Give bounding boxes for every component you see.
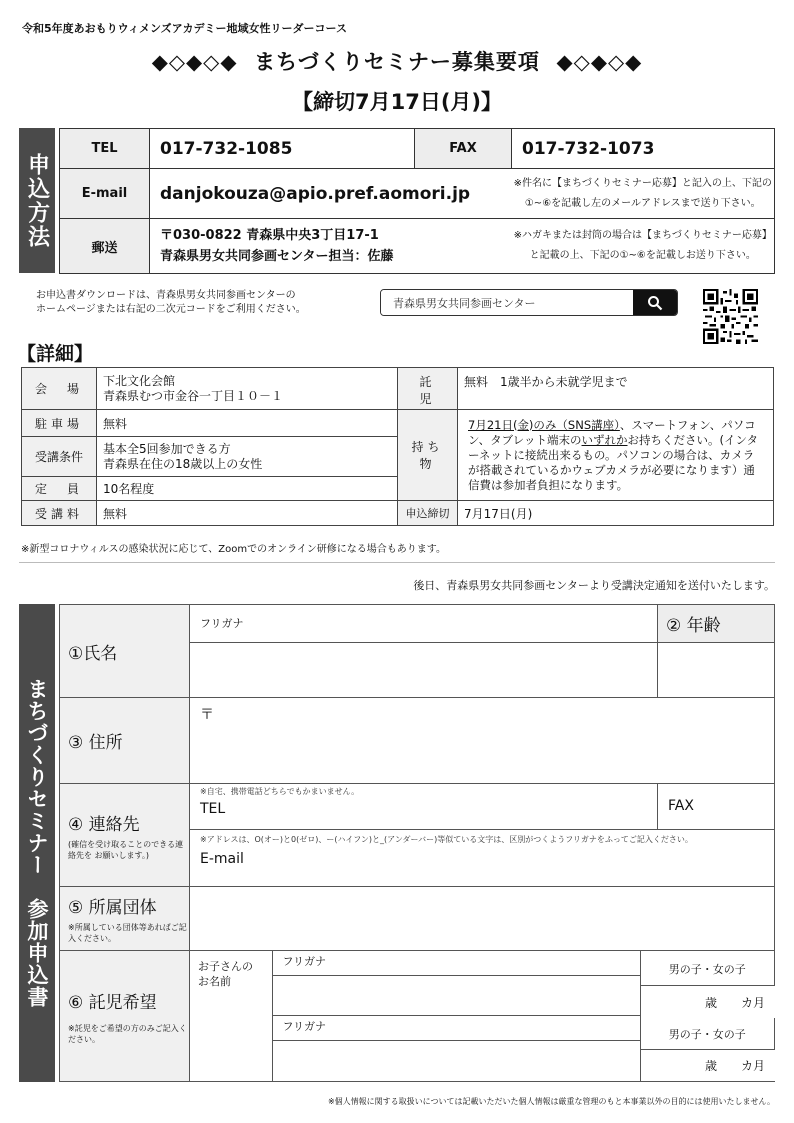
child2-name-field[interactable]	[272, 1040, 640, 1080]
mail-label: 郵送	[60, 219, 150, 274]
search-icon	[647, 295, 663, 311]
parking-label: 駐車場	[22, 410, 97, 437]
fee-label: 受講料	[22, 501, 97, 526]
covid-note: ※新型コロナウィルスの感染状況に応じて、Zoomでのオンライン研修になる場合もあります。	[21, 544, 447, 555]
capacity-value: 10名程度	[97, 477, 398, 501]
deadline-value: 7月17日(月)	[458, 501, 774, 526]
age-label: ② 年齢	[658, 605, 775, 643]
venue-value: 下北文化会館 青森県むつ市金谷一丁目１０－１	[97, 368, 398, 410]
contact-fax-field[interactable]: FAX	[658, 784, 775, 830]
child2-furigana-field[interactable]: フリガナ	[272, 1016, 640, 1040]
details-heading: 【詳細】	[17, 343, 94, 365]
form-side-label: まちづくりセミナー 参加申込書	[19, 604, 55, 1082]
condition-value: 基本全5回参加できる方 青森県在住の18歳以上の女性	[97, 437, 398, 477]
child1-furigana-field[interactable]: フリガナ	[272, 951, 640, 975]
parking-value: 無料	[97, 410, 398, 437]
details-table	[21, 367, 774, 526]
child-name-label: お子さんのお名前	[190, 951, 272, 1081]
search-button[interactable]	[633, 290, 677, 315]
search-input[interactable]	[381, 290, 633, 315]
childcare-value: 無料 1歳半から未就学児まで	[458, 368, 774, 410]
privacy-note: ※個人情報に関する取扱いについては記載いただいた個人情報は厳重な管理のもと本事業以外の目的には使用いたしません。	[327, 1097, 775, 1106]
contact-email-field[interactable]: ※アドレスは、O(オー)と0(ゼロ)、ー(ハイフン)と_(アンダーバー)等似ている文字は、区別がつくようフリガナをふってご記入ください。 E-mail	[190, 830, 775, 887]
child2-age-field[interactable]: 歳 カ月	[641, 1049, 775, 1081]
title-text: まちづくりセミナー募集要項	[254, 50, 540, 74]
email-label: E-mail	[60, 169, 150, 219]
org-field[interactable]	[190, 887, 775, 951]
postal-mark: 〒	[200, 707, 214, 723]
address-label: ③ 住所	[60, 698, 190, 784]
venue-label: 会 場	[22, 368, 97, 410]
contact-tel-field[interactable]: ※自宅、携帯電話どちらでもかまいません。 TEL	[190, 784, 658, 830]
mail-address: 〒030-0822 青森県中央3丁目17-1 青森県男女共同参画センター担当：佐藤	[150, 219, 512, 274]
child1-name-field[interactable]	[272, 975, 640, 1015]
apply-table	[59, 128, 775, 274]
name-label: ①氏名	[60, 605, 190, 698]
address-field[interactable]	[190, 698, 775, 784]
course-tag: 令和5年度あおもりウィメンズアカデミー地域女性リーダーコース	[22, 22, 348, 35]
deadline-label: 申込締切	[398, 501, 458, 526]
contact-label: ④ 連絡先 (確信を受け取ることのできる連絡先を お願いします。)	[60, 784, 190, 887]
capacity-label: 定 員	[22, 477, 97, 501]
fee-value: 無料	[97, 501, 398, 526]
name-field[interactable]	[190, 643, 658, 698]
search-box[interactable]	[380, 289, 678, 316]
deadline-banner: 【締切7月17日(月)】	[291, 90, 503, 114]
child1-gender[interactable]: 男の子・女の子	[640, 951, 774, 1016]
org-label: ⑤ 所属団体 ※所属している団体等あればご記入ください。	[60, 887, 190, 951]
childcare-label: 託 児	[398, 368, 458, 410]
child1-age-field[interactable]: 歳 カ月	[641, 985, 775, 1018]
childcare-request-label: ⑥ 託児希望 ※託児をご希望の方のみご記入ください。	[60, 951, 190, 1082]
email-value[interactable]: danjokouza@apio.pref.aomori.jp	[150, 169, 512, 219]
divider	[19, 562, 775, 563]
items-label: 持ち物	[398, 410, 458, 501]
apply-side-label: 申込方法	[19, 128, 55, 273]
title-deco-right: ◆◇◆◇◆	[556, 50, 643, 74]
notice-text: 後日、青森県男女共同参画センターより受講決定通知を送付いたします。	[413, 579, 775, 592]
age-field[interactable]	[658, 643, 775, 698]
page-title	[0, 46, 794, 76]
fax-label: FAX	[415, 129, 512, 169]
download-text: お申込書ダウンロードは、青森県男女共同参画センターの ホームページまたは右記の二次元コードをご利用ください。	[36, 290, 306, 315]
fax-value: 017-732-1073	[512, 129, 775, 169]
name-furigana-field[interactable]: フリガナ	[190, 605, 658, 643]
tel-label: TEL	[60, 129, 150, 169]
tel-value: 017-732-1085	[150, 129, 415, 169]
child2-gender[interactable]: 男の子・女の子	[640, 1016, 774, 1081]
qr-code-icon[interactable]	[703, 289, 758, 344]
email-note: ※件名に【まちづくりセミナー応募】と記入の上、下記の ①~⑥を記載し左のメールアドレスまで送り下さい。	[512, 169, 775, 219]
mail-note: ※ハガキまたは封筒の場合は【まちづくりセミナー応募】 と記載の上、下記の①~⑥を記載しお送り下さい。	[512, 219, 775, 274]
condition-label: 受講条件	[22, 437, 97, 477]
items-value: 7月21日(金)のみ（SNS講座）、スマートフォン、パソコン、タブレット端末のいずれかお持ちください。(インターネットに接続出来るもの。パソコンの場合は、カメラが搭載されているかウェブカメラが必要になります）通信費は参加者負担になります。	[458, 410, 774, 501]
title-deco-left: ◆◇◆◇◆	[151, 50, 238, 74]
